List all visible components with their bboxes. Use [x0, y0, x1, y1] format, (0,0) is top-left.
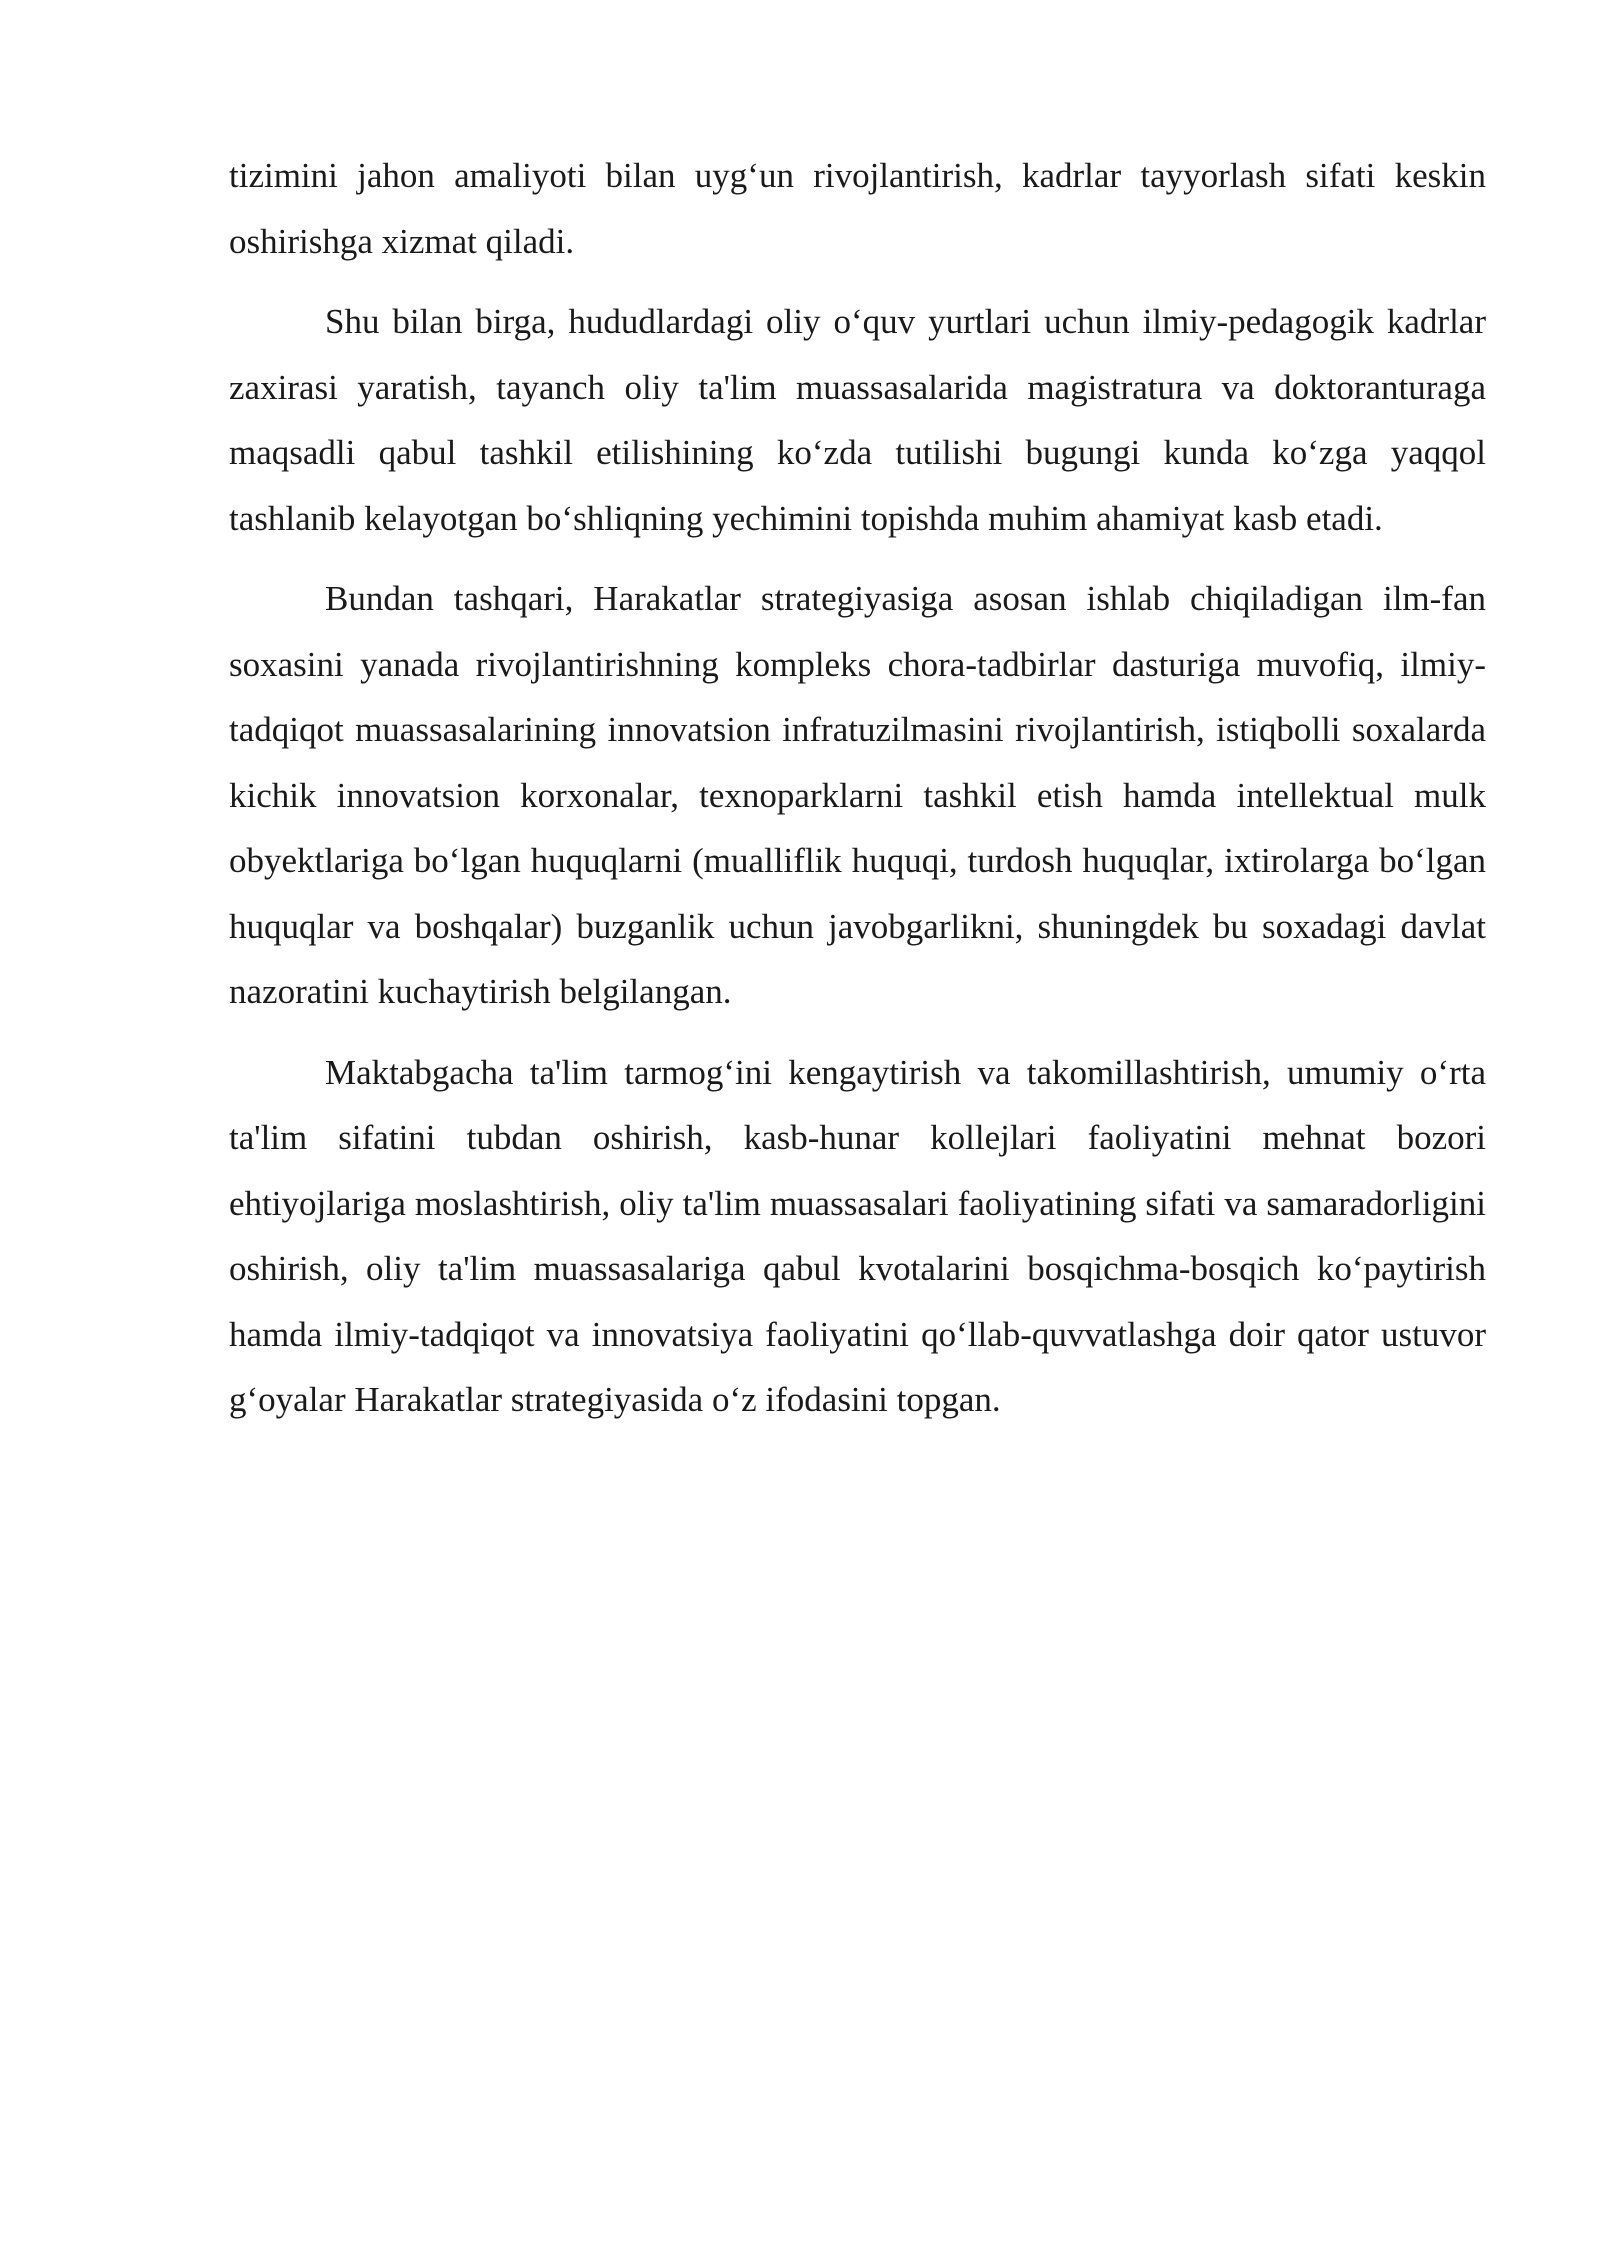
- paragraph: Bundan tashqari, Harakatlar strategiyasiga asosan ishlab chiqiladigan ilm-fan soxasini yanada rivojlantirishning kompleks chora-tadbirlar dasturiga muvofiq, ilmiy-tadqiqot muassasalarining innovatsion infratuzilmasini rivojlantirish, istiqbolli soxalarda kichik innovatsion korxonalar, texnoparklarni tashkil etish hamda intellektual mulk obyektlariga bo‘lgan huquqlarni (mualliflik huquqi, turdosh huquqlar, ixtirolarga bo‘lgan huquqlar va boshqalar) buzganlik uchun javobgarlikni, shuningdek bu soxadagi davlat nazoratini kuchaytirish belgilangan.: [229, 579, 1486, 1011]
- paragraph: Shu bilan birga, hududlardagi oliy o‘quv yurtlari uchun ilmiy-pedagogik kadrlar zaxirasi yaratish, tayanch oliy ta'lim muassasalarida magistratura va doktoranturaga maqsadli qabul tashkil etilishining ko‘zda tutilishi bugungi kunda ko‘zga yaqqol tashlanib kelayotgan bo‘shliqning yechimini topishda muhim ahamiyat kasb etadi.: [229, 302, 1486, 538]
- body-text: [229, 143, 1486, 1448]
- paragraph-continuation: tizimini jahon amaliyoti bilan uyg‘un rivojlantirish, kadrlar tayyorlash sifati keskin oshirishga xizmat qiladi.: [229, 156, 1486, 261]
- paragraph: Maktabgacha ta'lim tarmog‘ini kengaytirish va takomillashtirish, umumiy o‘rta ta'lim sifatini tubdan oshirish, kasb-hunar kollejlari faoliyatini mehnat bozori ehtiyojlariga moslashtirish, oliy ta'lim muassasalari faoliyatining sifati va samaradorligini oshirish, oliy ta'lim muassasalariga qabul kvotalarini bosqichma-bosqich ko‘paytirish hamda ilmiy-tadqiqot va innovatsiya faoliyatini qo‘llab-quvvatlashga doir qator ustuvor g‘oyalar Harakatlar strategiyasida o‘z ifodasini topgan.: [229, 1052, 1486, 1419]
